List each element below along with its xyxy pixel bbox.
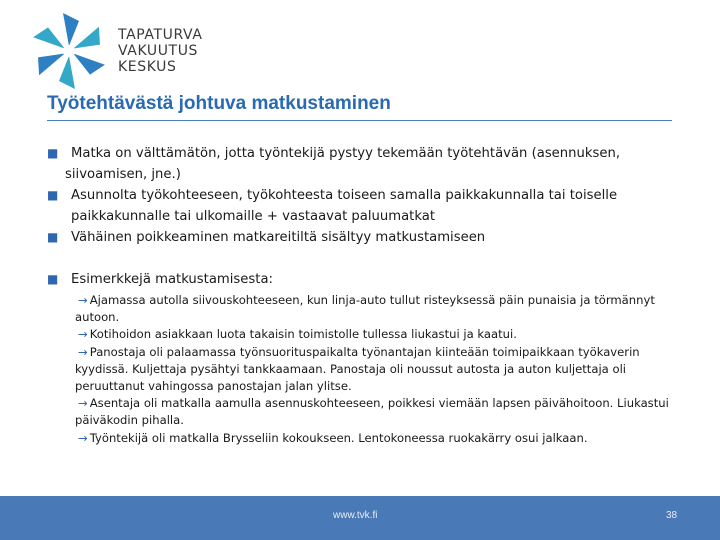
bullet-item: [47, 269, 687, 290]
bullet-square-icon: ■: [47, 230, 59, 244]
logo-line-2: VAKUUTUS: [118, 43, 199, 59]
tvk-logo-icon: [30, 12, 108, 90]
slide-title: Työtehtävästä johtuva matkustaminen: [47, 93, 391, 114]
bullet-item: [47, 227, 687, 248]
logo-line-1: TAPATURVA: [118, 27, 203, 43]
example-text: Asentaja oli matkalla aamulla asennuskohteeseen, poikkesi viemään lapsen päivähoitoon. Liukastui päiväkodin pihalla.: [75, 396, 669, 428]
bullet-text: Matka on välttämätön, jotta työntekijä pystyy tekemään työtehtävän (asennuksen, siivoamisen, jne.): [65, 146, 621, 182]
example-item: [75, 326, 685, 343]
example-text: Ajamassa autolla siivouskohteeseen, kun linja-auto tullut risteyksessä päin punaisia ja törmännyt autoon.: [75, 293, 655, 325]
title-divider: [47, 120, 672, 121]
examples-list: [75, 292, 685, 447]
page-number: 38: [666, 510, 678, 521]
logo-wordmark: [118, 27, 203, 75]
example-text: Kotihoidon asiakkaan luota takaisin toimistolle tullessa liukastui ja kaatui.: [89, 327, 517, 342]
logo-petal: [59, 56, 75, 89]
footer-bar: [0, 496, 720, 540]
example-item: [75, 292, 685, 326]
bullet-text: Vähäinen poikkeaminen matkareitiltä sisältyy matkustamiseen: [71, 230, 486, 245]
example-item: [75, 344, 685, 396]
logo-petal: [70, 27, 107, 57]
bullet-item: [47, 185, 687, 227]
arrow-right-icon: →: [78, 327, 88, 342]
logo-center: [63, 45, 75, 57]
arrow-right-icon: →: [78, 396, 88, 411]
example-text: Panostaja oli palaamassa työnsuorituspaikalta työnantajan kiinteään toimipaikkaan työkaverin kyydissä. Kuljettaja pysähtyi tankkaamaan. Panostaja oli noussut autosta ja auton kuljettaja oli peruuttanut vahingossa panostajan jalan ylitse.: [75, 344, 640, 394]
arrow-right-icon: →: [78, 344, 88, 359]
footer-url[interactable]: www.tvk.fi: [333, 510, 378, 521]
logo-petal: [63, 13, 79, 46]
logo-line-3: KESKUS: [118, 59, 177, 75]
bullet-square-icon: ■: [47, 188, 59, 202]
example-item: [75, 395, 685, 429]
example-item: [75, 430, 685, 447]
arrow-right-icon: →: [78, 293, 88, 307]
bullet-square-icon: ■: [47, 272, 59, 286]
example-text: Työntekijä oli matkalla Brysseliin kokoukseen. Lentokoneessa ruokakärry osui jalkaan.: [89, 430, 588, 445]
logo-petal: [31, 45, 68, 75]
bullet-text: Asunnolta työkohteeseen, työkohteesta toiseen samalla paikkakunnalla tai toiselle paikkakunnalle tai ulkomaille + vastaavat paluumatkat: [71, 188, 618, 224]
arrow-right-icon: →: [78, 430, 88, 445]
bullet-text: Esimerkkejä matkustamisesta:: [71, 272, 273, 287]
bullet-square-icon: ■: [47, 146, 59, 160]
bullet-item: [47, 143, 687, 185]
